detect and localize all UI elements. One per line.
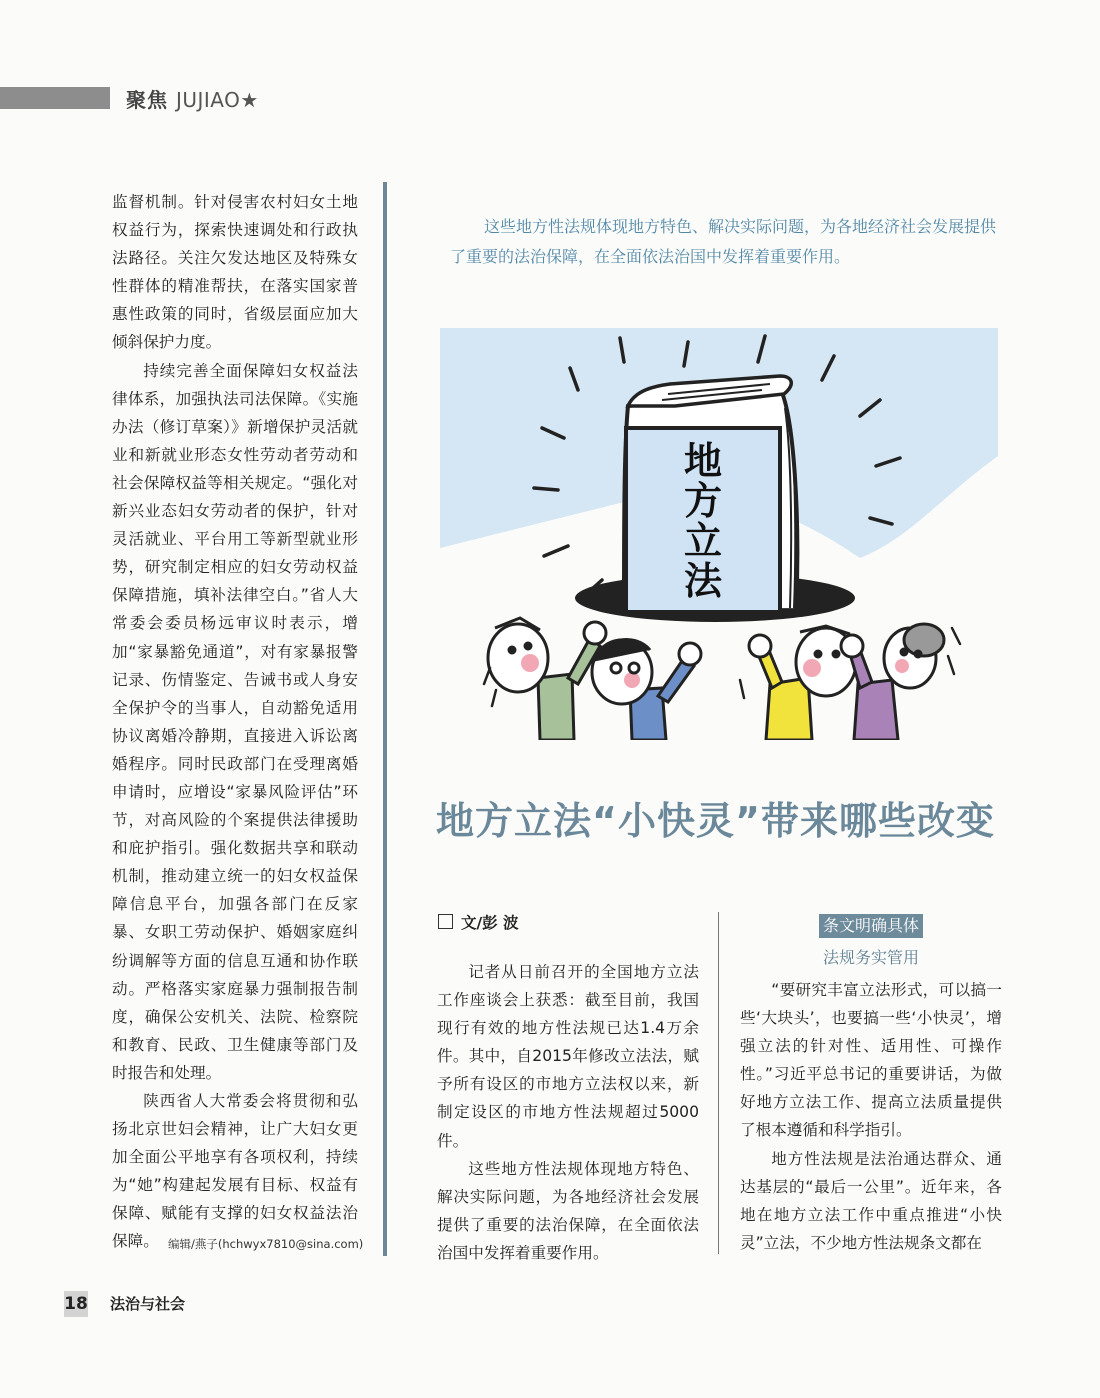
left-column xyxy=(112,188,364,1256)
page-number: 18 xyxy=(64,1291,88,1317)
mid-paragraph-2: 这些地方性法规体现地方特色、解决实际问题，为各地经济社会发展提供了重要的法治保障，在全面依法治国中发挥着重要作用。 xyxy=(437,1159,699,1262)
book-title xyxy=(684,439,723,603)
star-icon: ★ xyxy=(240,88,259,112)
subhead xyxy=(740,914,1002,970)
byline-text: 文/彭 波 xyxy=(461,914,519,932)
left-paragraph-1: 监督机制。针对侵害农村妇女土地权益行为，探索快速调处和行政执法路径。关注欠发达地区及特殊女性群体的精准帮扶，在落实国家普惠性政策的同时，省级层面应加大倾斜保护力度。 xyxy=(112,193,358,352)
person-purple xyxy=(841,624,944,740)
editor-credit: 编辑/燕子(hchwyx7810@sina.com) xyxy=(168,1237,364,1251)
byline xyxy=(438,911,519,933)
column-divider xyxy=(383,182,387,1256)
left-paragraph-2: 持续完善全面保障妇女权益法律体系，加强执法司法保障。《实施办法（修订草案）》新增保护灵活就业和新就业形态女性劳动者劳动和社会保障权益等相关规定。“强化对新兴业态妇女劳动者的保护，针对灵活就业、平台用工等新型就业形势，研究制定相应的妇女劳动权益保障措施，填补法律空白。”省人大常委会委员杨远审议时表示，增加“家暴豁免通道”，对有家暴报警记录、伤情鉴定、告诫书或人身安全保护令的当事人，自动豁免适用协议离婚冷静期，直接进入诉讼离婚程序。同时民政部门在受理离婚申请时，应增设“家暴风险评估”环节，对高风险的个案提供法律援助和庇护指引。强化数据共享和联动机制，推动建立统一的妇女权益保障信息平台，加强各部门在反家暴、女职工劳动保护、婚姻家庭纠纷调解等方面的信息互通和协作联动。严格落实家庭暴力强制报告制度，确保公安机关、法院、检察院和教育、民政、卫生健康等部门及时报告和处理。 xyxy=(112,361,358,1082)
article-title: 地方立法“小快灵”带来哪些改变 xyxy=(436,799,995,843)
book-title-char-1: 地 xyxy=(683,439,723,483)
mid-paragraph-1: 记者从日前召开的全国地方立法工作座谈会上获悉：截至目前，我国现行有效的地方性法规已达1.4万余件。其中，自2015年修改立法法，赋予所有设区的市地方立法权以来，新制定设区的市地方性法规超过5000件。 xyxy=(437,963,699,1150)
right-paragraph-2: 地方性法规是法治通达群众、通达基层的“最后一公里”。近年来，各地在地方立法工作中重点推进“小快灵”立法，不少地方性法规条文都在 xyxy=(740,1149,1002,1252)
illustration xyxy=(440,328,998,740)
person-green xyxy=(488,618,606,740)
section-en: JUJIAO xyxy=(175,88,241,112)
pull-quote xyxy=(450,212,1010,272)
square-icon xyxy=(438,914,453,929)
header-gray-bar xyxy=(0,87,110,109)
book-title-char-3: 立 xyxy=(683,519,723,563)
subhead-line-2: 法规务实管用 xyxy=(822,948,919,967)
subhead-line-1: 条文明确具体 xyxy=(819,914,923,938)
left-paragraph-3: 陕西省人大常委会将贯彻和弘扬北京世妇会精神，让广大妇女更加全面公平地享有各项权利，持续为“她”构建起发展有目标、权益有保障、赋能有支撑的妇女权益法治保障。 xyxy=(112,1092,358,1251)
pull-quote-text: 这些地方性法规体现地方特色、解决实际问题，为各地经济社会发展提供了重要的法治保障，在全面依法治国中发挥着重要作用。 xyxy=(450,217,997,266)
magazine-name: 法治与社会 xyxy=(110,1295,186,1313)
middle-column xyxy=(437,958,699,1267)
book-title-char-2: 方 xyxy=(683,479,723,523)
right-column xyxy=(740,976,1002,1257)
section-cn: 聚焦 xyxy=(126,88,168,112)
person-blue xyxy=(592,640,701,740)
inner-column-divider xyxy=(718,912,719,1254)
book-title-char-4: 法 xyxy=(683,559,723,603)
section-label xyxy=(126,84,259,113)
right-paragraph-1: “要研究丰富立法形式，可以搞一些‘大块头’，也要搞一些‘小快灵’，增强立法的针对性、适用性、可操作性。”习近平总书记的重要讲话，为做好地方立法工作、提高立法质量提供了根本遵循和科学指引。 xyxy=(740,981,1002,1140)
